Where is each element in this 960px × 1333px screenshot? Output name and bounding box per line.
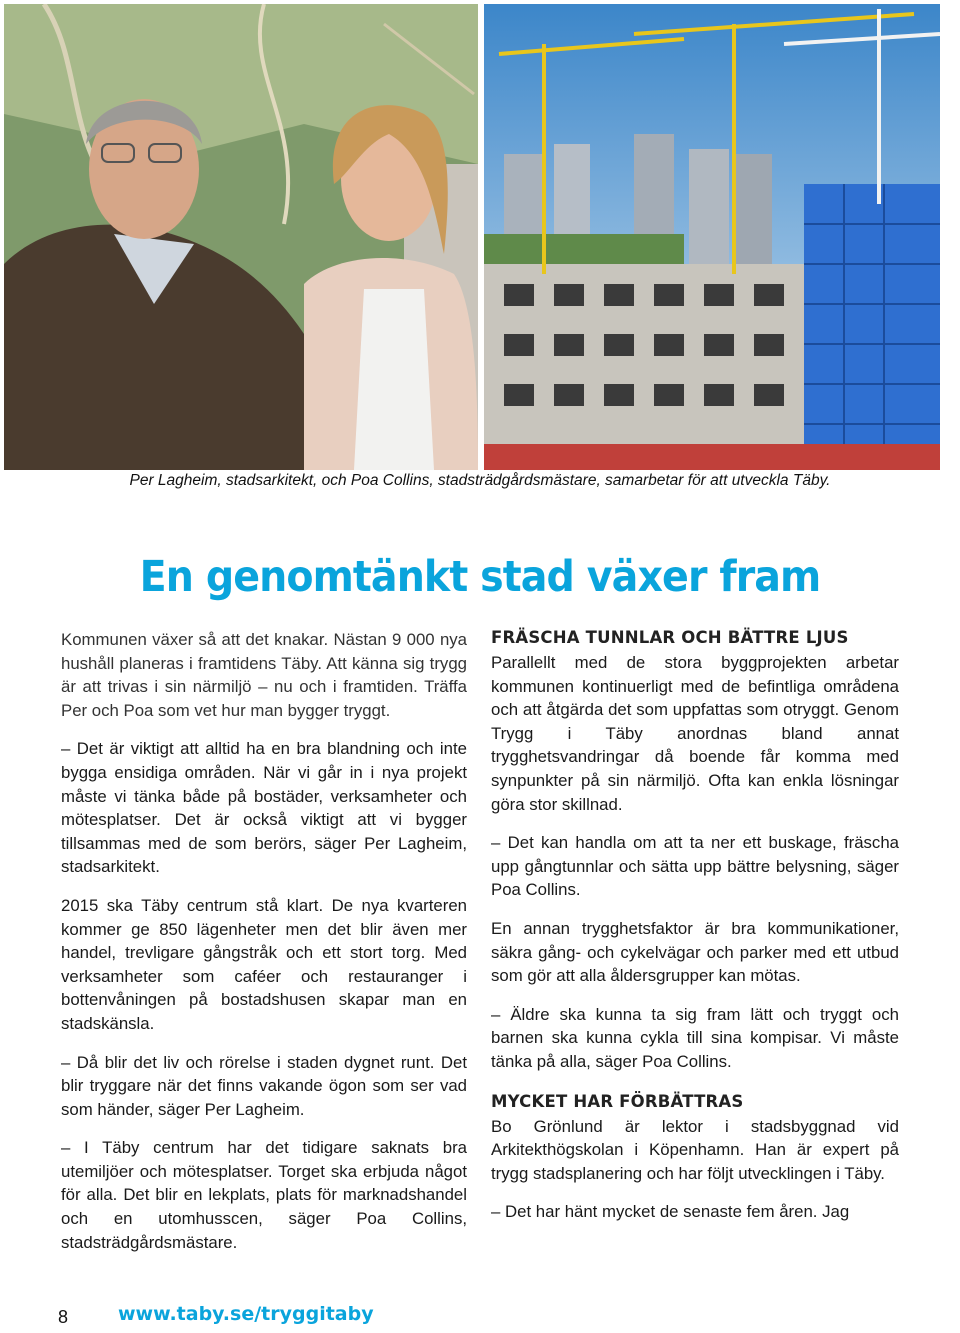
body-paragraph: Bo Grönlund är lektor i stadsbyggnad vid Arkitekthögskolan i Köpenhamn. Han är expert på trygg stadsplanering och har följt utvecklingen i Täby. <box>491 1116 899 1183</box>
article-headline: En genomtänkt stad växer fram <box>139 552 821 602</box>
section-heading: MYCKET HAR FÖRBÄTTRAS <box>491 1091 744 1111</box>
body-paragraph: En annan trygghetsfaktor är bra kommunikationer, säkra gång- och cykelvägar och parker med ett utbud som gör att alla åldersgrupper kan mötas. <box>491 918 899 986</box>
body-paragraph: – Äldre ska kunna ta sig fram lätt och tryggt och barnen ska kunna cykla till sina kompisar. Vi måste tänka på alla, säger Poa Collins. <box>491 1004 899 1071</box>
body-paragraph: Parallellt med de stora byggprojekten arbetar kommunen kontinuerligt med de befintliga områdena och att åtgärda det som uppfattas som otryggt. Genom Trygg i Täby anordnas bland annat trygghetsvandringar då boende får komma med synpunkter på sin närmiljö. Ofta kan enkla lösningar göra stor skillnad. <box>491 653 899 814</box>
website-link[interactable]: www.taby.se/tryggitaby <box>118 1303 374 1325</box>
construction-photo <box>484 4 940 470</box>
photo-caption: Per Lagheim, stadsarkitekt, och Poa Collins, stadsträdgårdsmästare, samarbetar för att utveckla Täby. <box>129 472 831 489</box>
body-paragraph: – I Täby centrum har det tidigare saknats bra utemiljöer och mötesplatser. Torget ska erbjuda något för alla. Det blir en lekplats, plats för marknadshandel och en utomhusscen, säger Poa Collins, stadsträdgårdsmästare. <box>61 1138 467 1252</box>
intro-paragraph: Kommunen växer så att det knakar. Nästan 9 000 nya hushåll planeras i framtidens Täby. Att känna sig trygg är att trivas i sin närmiljö – nu och i framtiden. Träffa Per och Poa som vet hur man bygger tryggt. <box>61 630 467 720</box>
section-heading: FRÄSCHA TUNNLAR OCH BÄTTRE LJUS <box>491 628 849 647</box>
body-paragraph: – Då blir det liv och rörelse i staden dygnet runt. Det blir tryggare när det finns vakande ögon som ser vad som händer, säger Per Lagheim. <box>61 1052 467 1119</box>
portrait-photo <box>4 4 478 470</box>
body-paragraph: – Det har hänt mycket de senaste fem åren. Jag <box>491 1202 850 1222</box>
body-paragraph: – Det är viktigt att alltid ha en bra blandning och inte bygga ensidiga områden. När vi går in i nya projekt måste vi tänka både på bostäder, verksamheter och mötesplatser. Det är också viktigt att vi bygger tillsammas med de som berörs, säger Per Lagheim, stadsarkitekt. <box>61 739 467 877</box>
right-column <box>491 628 899 1224</box>
left-column <box>61 628 467 1254</box>
page-number: 8 <box>58 1307 69 1327</box>
body-paragraph: – Det kan handla om att ta ner ett buskage, fräscha upp gångtunnlar och sätta upp bättre belysning, säger Poa Collins. <box>491 833 899 900</box>
body-paragraph: 2015 ska Täby centrum stå klart. De nya kvarteren kommer ge 850 lägenheter men det blir även mer handel, trevligare gångstråk och ett stort torg. Med verksamheter som caféer och restauranger i bottenvåningen på bostadshusen skapar man en stadskänsla. <box>61 895 467 1033</box>
